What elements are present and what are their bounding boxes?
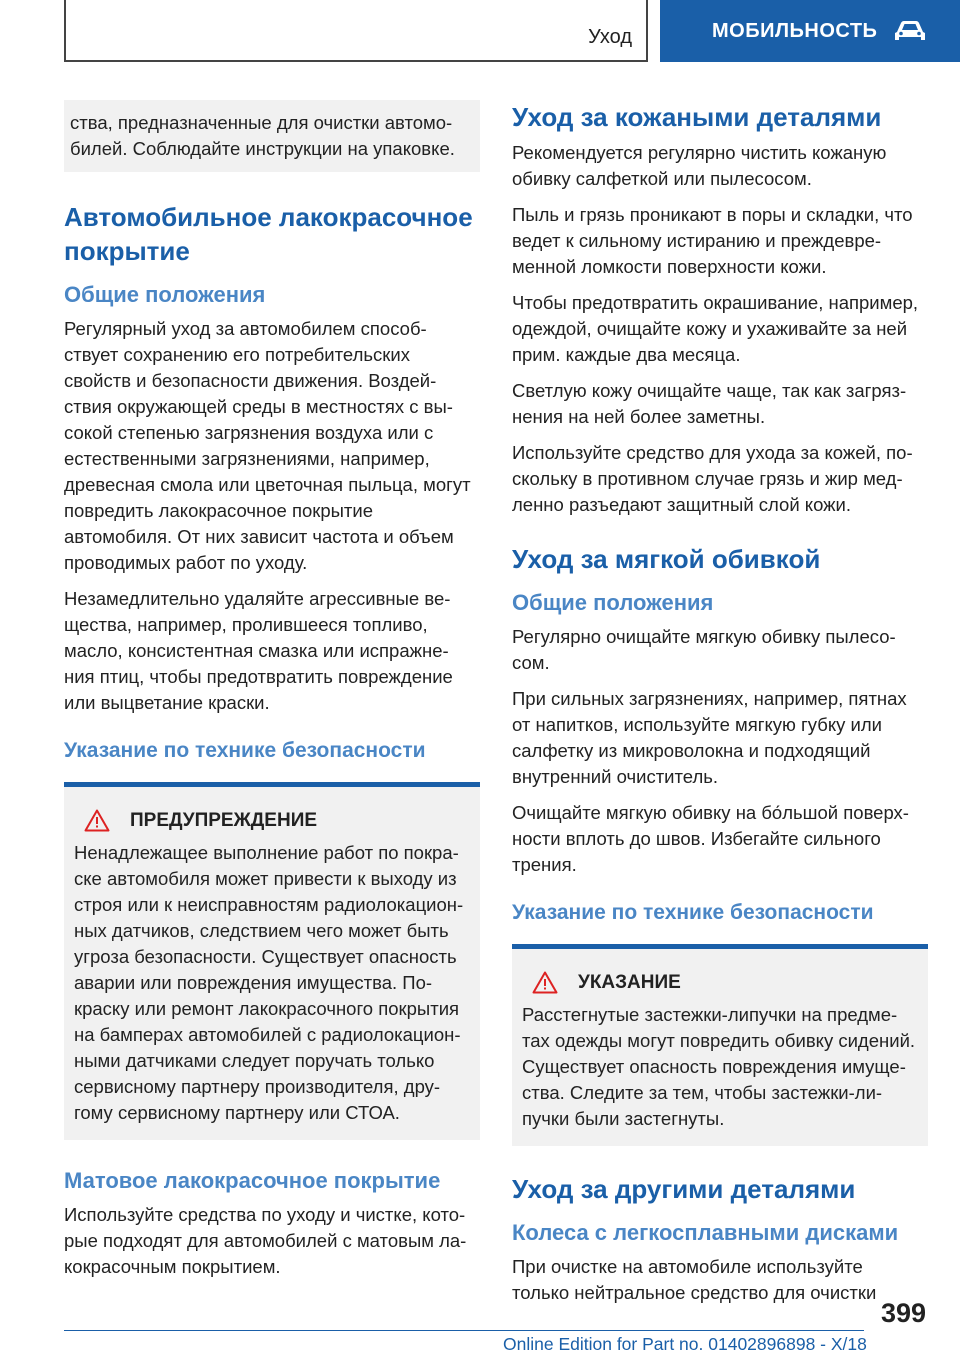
paragraph-leather-1: Рекомендуется регулярно чистить кожаную обивку салфеткой или пылесосом. xyxy=(512,142,887,189)
left-column xyxy=(64,100,480,1290)
warning-triangle-icon xyxy=(532,971,558,994)
right-column xyxy=(512,100,928,1316)
heading-other: Уход за другими деталями xyxy=(512,1174,856,1204)
section-title: Уход xyxy=(588,26,632,48)
heading-general: Общие положения xyxy=(64,282,266,307)
chapter-tab-label: МОБИЛЬНОСТЬ xyxy=(712,19,878,42)
note-text: Расстегнутые застежки-липучки на предме- тах одежды могут повредить обивку сидений. Существует опасность повреждения имуще- ства. Следите за тем, чтобы застежки-ли- пучки были застегнуты. xyxy=(522,1004,916,1129)
paragraph-leather-5: Используйте средство для ухода за кожей, по- скольку в противном случае грязь и жир мед- ленно разъедают защитный слой кожи. xyxy=(512,442,913,515)
heading-safety-right: Указание по технике безопасности xyxy=(512,901,874,924)
warning-box xyxy=(64,782,480,1140)
heading-soft: Уход за мягкой обивкой xyxy=(512,544,821,574)
paragraph-general-1: Регулярный уход за автомобилем способ- ствует сохранению его потребительских свойств и безопасности движения. Воздей- ствия окружающей среды в местностях с вы- сокой степенью загрязнения воздуха или с естественными загрязнениями, например, древесная смола или цветочная пыльца, могут повредить лакокрасочное покрытие автомобиля. От них зависит частота и объем проводимых работ по уходу. xyxy=(64,318,471,573)
page-number: 399 xyxy=(880,1298,926,1328)
paragraph-leather-3: Чтобы предотвратить окрашивание, например, одеждой, очищайте кожу и ухаживайте за ней прим. каждые два месяца. xyxy=(512,292,919,365)
paragraph-wheels: При очистке на автомобиле используйте только нейтральное средство для очистки xyxy=(512,1256,877,1303)
warning-label: ПРЕДУПРЕЖДЕНИЕ xyxy=(130,809,318,831)
heading-matte: Матовое лакокрасочное покрытие xyxy=(64,1168,441,1193)
note-header xyxy=(522,971,918,994)
heading-leather: Уход за кожаными деталями xyxy=(512,102,882,132)
heading-wheels: Колеса с легкосплавными дисками xyxy=(512,1220,899,1245)
warning-triangle-icon xyxy=(84,809,110,832)
heading-safety: Указание по технике безопасности xyxy=(64,739,426,762)
paragraph-general-2: Незамедлительно удаляйте агрессивные ве- щества, например, пролившееся топливо, масло, консистентная смазка или испражне- ния птиц, чтобы предотвратить повреждение или выцветание краски. xyxy=(64,588,453,713)
intro-box xyxy=(64,100,480,172)
paragraph-soft-3: Очищайте мягкую обивку на бо́льшой поверх- ности вплоть до швов. Избегайте сильного трения. xyxy=(512,802,909,875)
note-box xyxy=(512,944,928,1146)
chapter-tab[interactable] xyxy=(660,0,960,62)
header-section-box xyxy=(64,0,648,62)
car-icon xyxy=(891,18,929,44)
paragraph-soft-2: При сильных загрязнениях, например, пятнах от напитков, используйте мягкую губку или салфетку из микроволокна и подходящий внутренний очиститель. xyxy=(512,688,907,787)
paragraph-leather-4: Светлую кожу очищайте чаще, так как загряз- нения на ней более заметны. xyxy=(512,380,907,427)
paragraph-leather-2: Пыль и грязь проникают в поры и складки, что ведет к сильному истиранию и преждевре- менной ломкости поверхности кожи. xyxy=(512,204,913,277)
warning-header xyxy=(74,809,470,832)
footer-divider xyxy=(64,1330,864,1331)
paragraph-matte: Используйте средства по уходу и чистке, кото- рые подходят для автомобилей с матовым ла- кокрасочным покрытием. xyxy=(64,1204,467,1277)
note-label: УКАЗАНИЕ xyxy=(578,971,681,993)
warning-text: Ненадлежащее выполнение работ по покра- ске автомобиля может привести к выходу из строя или к неисправностям радиолокацион- ных датчиков, следствием чего может быть угроза безопасности. Существует опасность аварии или повреждения имущества. По- краску или ремонт лакокрасочного покрытия на бамперах автомобилей с радиолокацион- ными датчиками следует поручать только сервисному партнеру производителя, дру- гому сервисному партнеру или СТОА. xyxy=(74,842,464,1123)
heading-paint: Автомобильное лакокрасочное покрытие xyxy=(64,202,473,266)
heading-soft-general: Общие положения xyxy=(512,590,714,615)
intro-text: ства, предназначенные для очистки автомо- билей. Соблюдайте инструкции на упаковке. xyxy=(70,112,455,159)
paragraph-soft-1: Регулярно очищайте мягкую обивку пылесо- сом. xyxy=(512,626,896,673)
edition-footer: Online Edition for Part no. 01402896898 - X/18 xyxy=(503,1334,867,1354)
